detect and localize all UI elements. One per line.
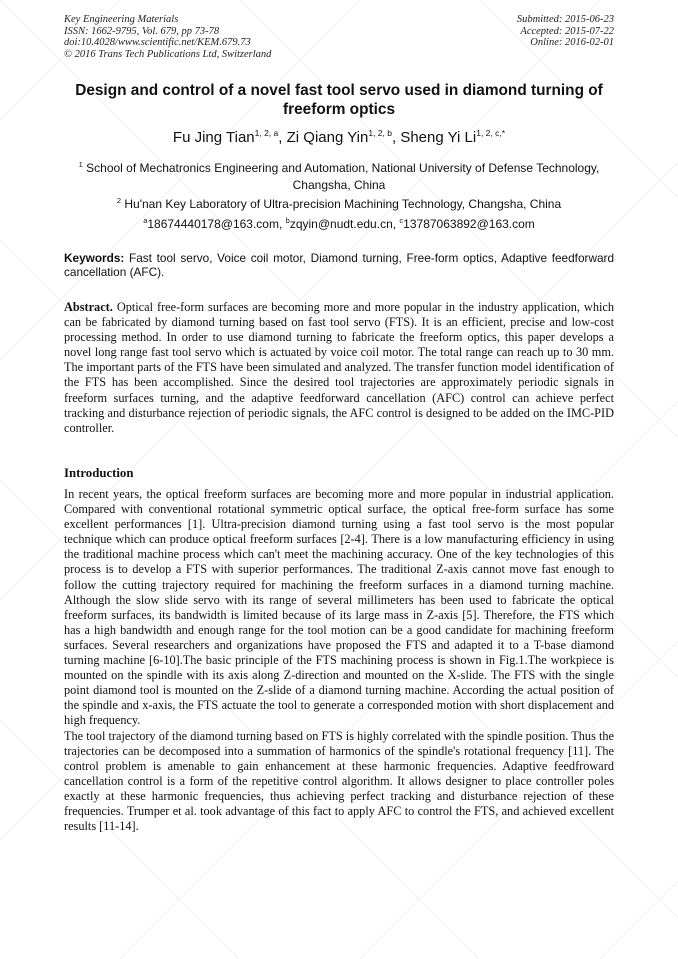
email-marker: b bbox=[285, 216, 290, 225]
journal-name: Key Engineering Materials bbox=[64, 14, 179, 25]
author-separator: , bbox=[391, 129, 401, 146]
author-name: Zi Qiang Yin bbox=[286, 129, 369, 146]
affiliation-marker: 1 bbox=[78, 160, 83, 169]
author-affiliation-marker: 1, 2, a bbox=[254, 128, 279, 138]
email-link[interactable]: 13787063892@163.com bbox=[403, 217, 535, 231]
email-list bbox=[54, 213, 624, 233]
affiliation-marker: 2 bbox=[116, 196, 122, 205]
section-heading-introduction: Introduction bbox=[64, 466, 134, 480]
introduction-body bbox=[64, 487, 614, 834]
author-name: Sheng Yi Li bbox=[400, 129, 477, 146]
affiliation-text: School of Mechatronics Engineering and Automation, National University of Defense Technology, Changsha, China bbox=[86, 161, 600, 192]
submitted-date: Submitted: 2015-06-23 bbox=[516, 14, 614, 25]
email-link[interactable]: zqyin@nudt.edu.cn, bbox=[289, 217, 400, 231]
author-affiliation-marker: 1, 2, c,* bbox=[476, 128, 506, 138]
affiliation-2 bbox=[54, 193, 624, 213]
doi-line: doi:10.4028/www.scientific.net/KEM.679.73 bbox=[64, 37, 251, 49]
affiliation-text: Hu'nan Key Laboratory of Ultra-precision Machining Technology, Changsha, China bbox=[124, 197, 562, 211]
affiliation-1 bbox=[54, 157, 624, 193]
email-link[interactable]: 18674440178@163.com, bbox=[147, 217, 286, 231]
abstract-label: Abstract. bbox=[64, 300, 113, 314]
issn-line: ISSN: 1662-9795, Vol. 679, pp 73-78 bbox=[64, 25, 220, 37]
journal-info bbox=[64, 14, 271, 60]
email-marker: a bbox=[143, 216, 148, 225]
abstract-text: Optical free-form surfaces are becoming more and more popular in the industry application, which can be fabricated by diamond turning based on fast tool servo (FTS). It is an efficient, precise and low-cost processing method. In order to use diamond turning to fabricate the freeform optics, this paper develops a novel long range fast tool servo which is actuated by voice coil motor. The total range can reach up to 30 mm. The important parts of the FTS have been simulated and analyzed. The transfer function model identification of the FTS has been accomplished. Since the desired tool trajectories are approximately periodic signals in freeform surfaces turning, and the adaptive feedforward cancellation (AFC) control can achieve perfect tracking and disturbance rejection of periodic signals, the AFC control is designed to be added on the IMC-PID controller. bbox=[64, 300, 614, 435]
paper-title: Design and control of a novel fast tool servo used in diamond turning of freeform optics bbox=[75, 82, 603, 118]
author-name: Fu Jing Tian bbox=[172, 129, 255, 146]
copyright-line: © 2016 Trans Tech Publications Ltd, Switzerland bbox=[64, 48, 272, 60]
paragraph: The tool trajectory of the diamond turning based on FTS is highly correlated with the spindle position. Thus the trajectories can be decomposed into a summation of harmonics of the spindle's rotational frequency [11]. The control problem is amenable to gain enhancement at these harmonic frequencies. Adaptive feedfroward cancellation control is a form of the repetitive control algorithm. It allows designer to place controller poles exactly at these harmonic frequencies, thus achieving perfect tracking and disturbance rejection of these frequencies. Trumper et al. took advantage of this fact to apply AFC to control the FTS, and achieved excellent results [11-14]. bbox=[64, 728, 614, 834]
keywords-text: Fast tool servo, Voice coil motor, Diamond turning, Free-form optics, Adaptive feedforward cancellation (AFC). bbox=[64, 251, 615, 279]
accepted-date: Accepted: 2015-07-22 bbox=[520, 25, 614, 37]
email-marker: c bbox=[399, 216, 404, 225]
paragraph: In recent years, the optical freeform surfaces are becoming more and more popular in industrial application. Compared with conventional rotational symmetric optical surface, the optical free-form surface has some excellent performances [1]. Ultra-precision diamond turning using a fast tool servo is the most popular technique which can produce optical freeform surfaces [2-4]. There is a low manufacturing efficiency in using the traditional machine process which can't meet the machining accuracy. One of the key technologies of this process is to develop a FTS with superior performances. The traditional Z-axis cannot move fast enough to follow the cutting trajectory required for machining the freeform surfaces in a diamond turning machine. Although the slow slide servo with its range of several millimeters has been used to fabricate the optical freeform surfaces, its bandwidth is limited because of its large mass in Z-axis [5]. Therefore, the FTS which has a high bandwidth and enough range for the tool motion can be a good candidate for machining freeform surfaces. Several researchers and organizations have proposed the FTS and adapted it to a T-base diamond turning machine [6-10].The basic principle of the FTS machining process is shown in Fig.1.The workpiece is mounted on the spindle with its axis along Z-direction and mounted on the X-slide. The FTS with the single point diamond tool is mounted on the Z-slide of a diamond turning machine. According the actual position of the spindle and x-axis, the FTS actuate the tool to generate a corresponded motion with short displacement and high frequency. bbox=[64, 487, 614, 728]
author-affiliation-marker: 1, 2, b bbox=[368, 128, 392, 138]
keywords-label: Keywords: bbox=[64, 251, 125, 265]
abstract-section bbox=[64, 300, 614, 436]
keywords-section bbox=[64, 251, 614, 279]
author-separator: , bbox=[278, 129, 287, 146]
author-list bbox=[0, 128, 678, 146]
publication-dates bbox=[517, 14, 614, 49]
online-date: Online: 2016-02-01 bbox=[530, 37, 614, 49]
